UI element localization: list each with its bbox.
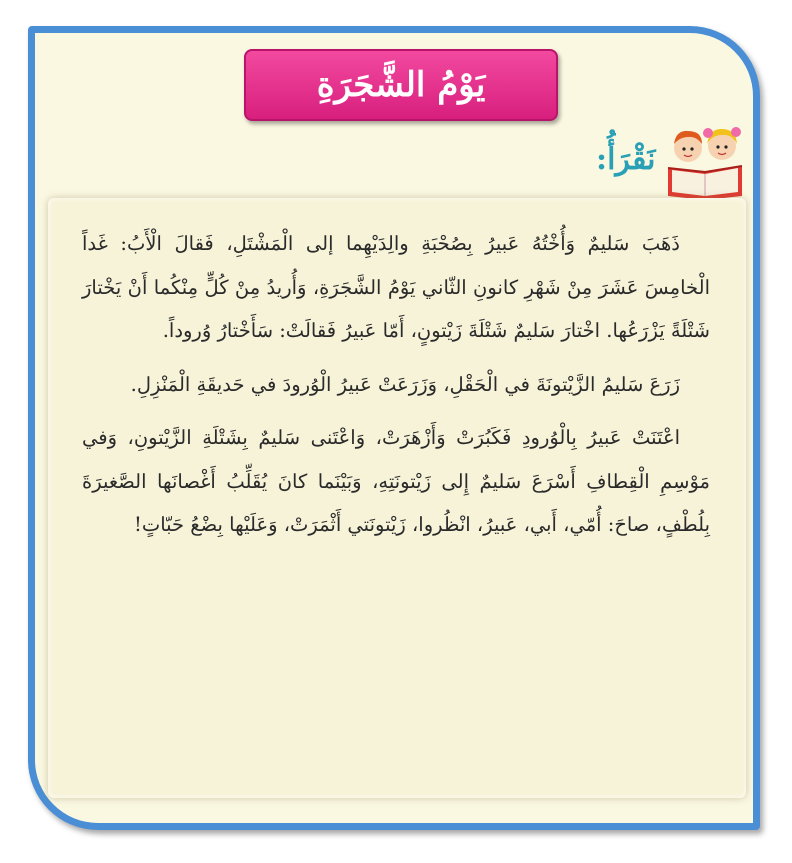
page-title: يَوْمُ الشَّجَرَةِ [316, 65, 486, 105]
paragraph-2: زَرَعَ سَليمُ الزَّيْتونَةَ في الْحَقْلِ، وَزَرَعَتْ عَبيرُ الْوُرودَ في حَديقَةِ الْمَنْزِلِ. [130, 372, 680, 396]
reading-panel [48, 198, 746, 798]
section-label: نَقْرَأُ: [596, 142, 656, 177]
paragraph-3: اعْتَنَتْ عَبيرُ بِالْوُرودِ فَكَبُرَتْ وَأَزْهَرَتْ، وَاعْتَنى سَليمٌ بِشَتْلَةِ الزَّيْتونِ، وَفي مَوْسِمِ الْقِطافِ أَسْرَعَ سَليمٌ إِلى زَيْتونَتِهِ، وَبَيْنَما كانَ يُقَلِّبُ أَغْصانَها الصَّغيرَةَ بِلُطْفٍ، صاحَ: أُمّي، أَبي، عَبيرُ، انْظُروا، زَيْتونَتي أَثْمَرَتْ، وَعَلَيْها بِضْعُ حَبّاتٍ! [82, 426, 710, 536]
title-banner [244, 49, 558, 121]
children-reading-icon [660, 120, 750, 200]
paragraph-1: ذَهَبَ سَليمٌ وَأُخْتُهُ عَبيرُ بِصُحْبَةِ والِدَيْهِما إلى الْمَشْتَلِ، فَقالَ الْأَبُ: غَداً الْخامِسَ عَشَرَ مِنْ شَهْرِ كانونِ الثّاني يَوْمُ الشَّجَرَةِ، وَأُريدُ مِنْ كُلٍّ مِنْكُما أَنْ يَخْتارَ شَتْلَةً يَزْرَعُها. اخْتارَ سَليمٌ شَتْلَةَ زَيْتونٍ، أَمّا عَبيرُ فَقالَتْ: سَأَخْتارُ وُروداً. [82, 232, 710, 342]
